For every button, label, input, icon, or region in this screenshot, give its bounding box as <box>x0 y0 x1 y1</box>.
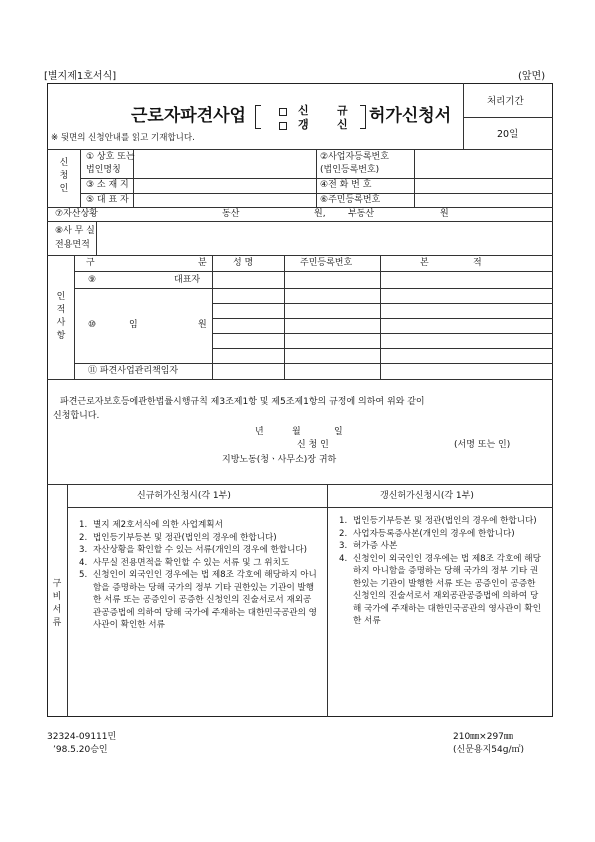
title-opt2-a: 갱 <box>298 118 309 131</box>
footer-paper: (신문용지54g/㎡) <box>453 745 524 755</box>
date-month: 월 <box>292 427 301 437</box>
list-item: 5. 신청인이 외국인인 경우에는 법 제8조 각호에 해당하지 아니함을 증명하는 당해 국가의 정부 기타 권한있는 기관이 발행한 서류 또는 공증인이 공증한 신청인의 진술서로서 재외공관공증법에 의하여 당해 국가에 주재하는 대한민국공관의 영사관이 확인한 서류 <box>79 570 317 630</box>
date-day: 일 <box>334 427 343 437</box>
processing-value: 20일 <box>497 129 519 140</box>
resident-id-input[interactable] <box>415 194 552 206</box>
instruction: ※ 뒷면의 신청안내를 읽고 기재합니다. <box>51 133 195 143</box>
form-number: [별지제1호서식] <box>44 71 117 82</box>
field-business-reg: ②사업자등록번호 <box>320 152 389 162</box>
office-label: ⑧사 무 실 <box>55 226 95 236</box>
office-label-2: 전용면적 <box>55 240 90 250</box>
col-bon: 본 <box>420 258 429 268</box>
footer-approved: ’98.5.20승인 <box>53 745 108 755</box>
row10-label-a: 임 <box>129 320 138 330</box>
statement-line-1: 파견근로자보호등에관한법률시행규칙 제3조제1항 및 제5조제1항의 규정에 의하여 위와 같이 <box>60 397 425 407</box>
office-area-input[interactable] <box>97 222 552 254</box>
signer-label: 신 청 인 <box>297 440 329 450</box>
col-gu: 구 <box>86 258 95 268</box>
documents-section-label: 구비서류 <box>52 579 62 628</box>
list-item: 2. 사업자등록증사본(개인의 경우에 한합니다) <box>339 528 515 539</box>
col-jeok: 적 <box>473 258 482 268</box>
field-business-reg-2: (법인등록번호) <box>320 165 380 175</box>
signature-label: (서명 또는 인) <box>454 440 511 450</box>
row10-label-b: 원 <box>198 320 207 330</box>
row9-number: ⑨ <box>88 275 97 285</box>
row9-label: 대표자 <box>174 275 201 285</box>
title-bracket-right <box>360 105 366 129</box>
phone-input[interactable] <box>415 179 552 192</box>
company-name-input[interactable] <box>134 150 315 177</box>
representative-input[interactable] <box>134 194 315 206</box>
title-block <box>47 83 463 149</box>
list-item: 2. 법인등기부등본 및 정관(법인의 경우에 한합니다) <box>79 532 277 543</box>
page-side: (앞면) <box>518 71 546 82</box>
location-input[interactable] <box>134 179 315 192</box>
assets-real-estate: 부동산 <box>348 209 375 219</box>
title-bracket-left <box>255 105 261 129</box>
col-resident-id: 주민등록번호 <box>300 258 353 268</box>
title-opt2-b: 신 <box>337 118 348 131</box>
list-item: 4. 신청인이 외국인인 경우에는 법 제8조 각호에 해당하지 아니함을 증명하는 당해 국가의 정부 기타 권한있는 기관이 발행한 서류 또는 공증인이 공증한 신청인의 진술서로서 재외공관공증법에 의하여 당해 국가에 주재하는 대한민국공관의 영사관이 확인한 서류 <box>339 553 541 626</box>
field-company-name-2: 법인명칭 <box>86 165 121 175</box>
field-representative: ⑤ 대 표 자 <box>86 195 129 205</box>
addressee: 지방노동(청ㆍ사무소)장 귀하 <box>222 455 337 465</box>
footer-size: 210㎜×297㎜ <box>453 732 513 742</box>
list-item: 3. 허가증 사본 <box>339 541 398 551</box>
title-right: 허가신청서 <box>369 106 452 126</box>
col-bun: 분 <box>198 258 207 268</box>
field-phone: ④전 화 번 호 <box>320 180 372 190</box>
field-company-name: ① 상호 또는 <box>86 152 135 162</box>
list-item: 3. 자산상황을 확인할 수 있는 서류(개인의 경우에 한합니다) <box>79 545 308 555</box>
footer-code: 32324-09111민 <box>47 732 117 742</box>
new-checkbox[interactable] <box>279 108 287 116</box>
assets-won-2: 원 <box>440 209 449 219</box>
business-reg-input[interactable] <box>415 150 552 177</box>
processing-label: 처리기간 <box>487 96 524 107</box>
title-opt1-b: 규 <box>337 104 348 117</box>
applicant-section-label: 신청인 <box>59 158 69 194</box>
assets-movable: 동산 <box>222 209 240 219</box>
personnel-section-label: 인적사항 <box>56 292 66 341</box>
new-docs-header: 신규허가신청시(각 1부) <box>137 491 231 501</box>
list-item: 1. 법인등기부등본 및 정관(법인의 경우에 한합니다) <box>339 516 537 526</box>
statement-line-2: 신청합니다. <box>53 411 100 421</box>
renew-docs-header: 갱신허가신청시(각 1부) <box>380 491 474 501</box>
col-name: 성 명 <box>233 258 254 268</box>
renew-docs-list <box>339 515 545 628</box>
row10-number: ⑩ <box>88 320 97 330</box>
date-year: 년 <box>255 427 264 437</box>
list-item: 1. 별지 제2호서식에 의한 사업계획서 <box>79 520 223 530</box>
list-item: 4. 사무실 전용면적을 확인할 수 있는 서류 및 그 위치도 <box>79 557 290 568</box>
row11-label: ⑪ 파견사업관리책임자 <box>88 366 179 376</box>
title-left: 근로자파견사업 <box>131 106 246 126</box>
title-opt1-a: 신 <box>298 104 309 117</box>
assets-label: ⑦자산상황 <box>55 209 98 219</box>
field-resident-id: ⑥주민등록번호 <box>320 195 381 205</box>
new-docs-list <box>79 519 317 632</box>
field-location: ③ 소 재 지 <box>86 180 129 190</box>
renew-checkbox[interactable] <box>279 122 287 130</box>
assets-won-1: 원, <box>314 209 326 219</box>
